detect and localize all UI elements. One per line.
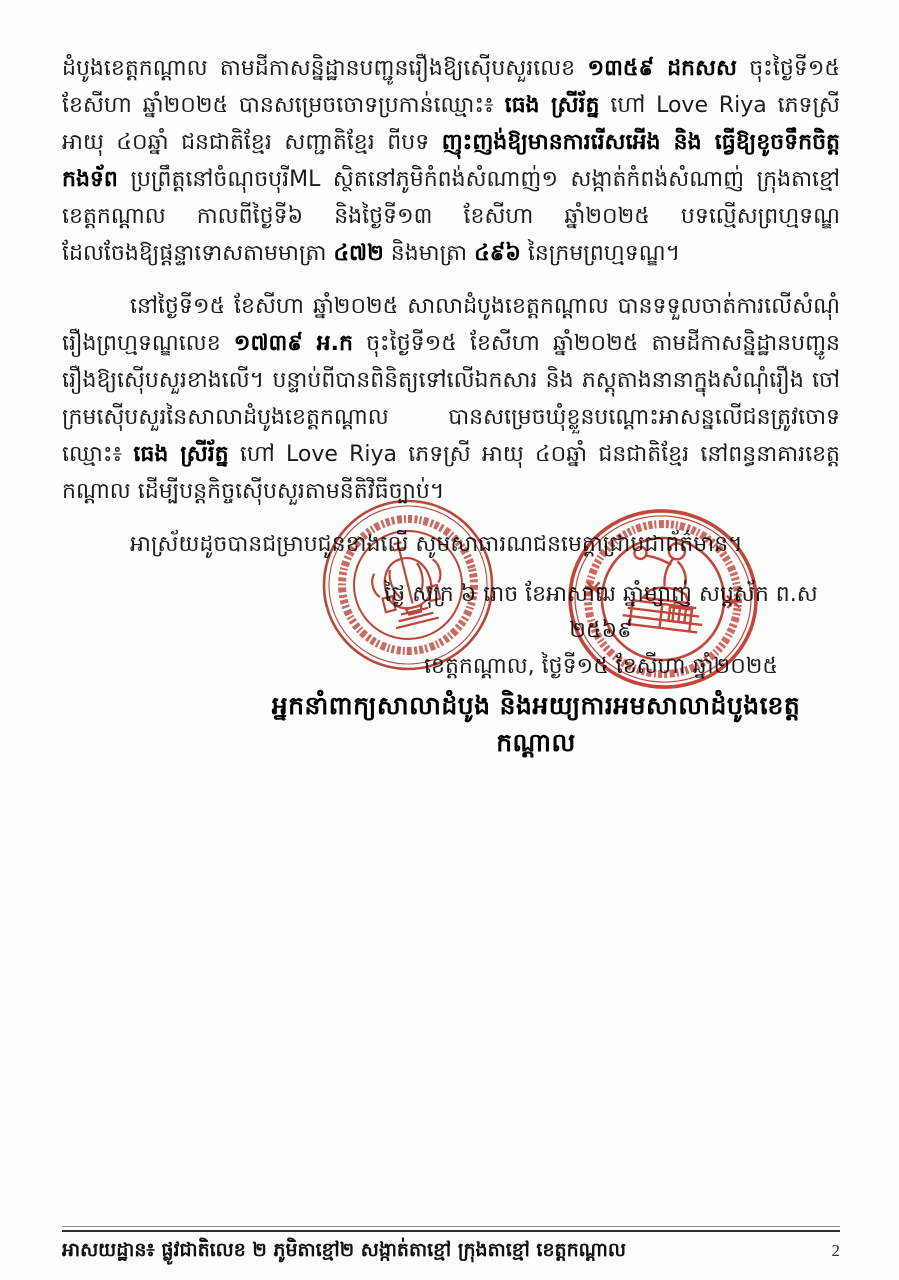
page-number: 2 bbox=[831, 1241, 840, 1260]
text-run: ចុះថ្ងៃទី១៥ ខែសីហា ឆ្នាំ២០២៥ បានសម្រេចចោទប្រកាន់ឈ្មោះ៖ bbox=[62, 56, 840, 118]
bold-text-run: ធេង ស្រីរ័ត្ន bbox=[133, 442, 229, 467]
paragraph-closing-notice bbox=[62, 526, 840, 563]
footer-address: អាសយដ្ឋាន៖ ផ្លូវជាតិលេខ ២ ភូមិតាខ្មៅ២ សង្កាត់តាខ្មៅ ក្រុងតាខ្មៅ ខេត្តកណ្ដាល bbox=[62, 1239, 626, 1261]
lunar-date-line: ថ្ងៃ សុក្រ ៦ រោច ខែអាសាឍ ឆ្នាំម្សាញ់ សប្តស័ក ព.ស ២៥៦៩ bbox=[384, 582, 818, 643]
bold-text-run: ញុះញង់ឱ្យមានការរើសអើង និង ធ្វើឱ្យខូចទឹកចិត្តកងទ័ព bbox=[62, 130, 841, 192]
text-run: នៅថ្ងៃទី១៥ ខែសីហា ឆ្នាំ២០២៥ សាលាដំបូងខេត្តកណ្ដាល បានទទួលចាត់ការលើសំណុំរឿងព្រហ្មទណ្ឌលេខ bbox=[62, 294, 840, 356]
bold-text-run: ១៧៣៩ អ.ក bbox=[233, 331, 353, 356]
text-run: ហៅ Love Riya ភេទស្រី អាយុ ៤០ឆ្នាំ ជនជាតិខ្មែរ នៅពន្ធនាគារខេត្តកណ្ដាល ដើម្បីបន្តកិច្ចស៊ើបសួរតាមនីតិវិធីច្បាប់។ bbox=[62, 442, 840, 504]
bold-text-run: ៤៩៦ bbox=[474, 241, 521, 266]
place-date-line: ខេត្តកណ្ដាល, ថ្ងៃទី១៥ ខែសីហា ឆ្នាំ២០២៥ bbox=[424, 654, 778, 679]
text-run: ចុះថ្ងៃទី១៥ ខែសីហា ឆ្នាំ២០២៥ តាមដីកាសន្និដ្ឋានបញ្ជូនរឿងឱ្យស៊ើបសួរខាងលើ។ បន្ទាប់ពីបានពិនិត្យទៅលើឯកសារ និង ភស្តុតាងនានាក្នុងសំណុំរឿង ចៅក្រមស៊ើបសួរនៃសាលាដំបូងខេត្តកណ្ដាល បានសម្រេចឃុំខ្លួនបណ្ដោះអាសន្នលើជនត្រូវចោទឈ្មោះ៖ bbox=[62, 331, 840, 467]
paragraph-charge-summary bbox=[62, 50, 840, 272]
text-run: និងមាត្រា bbox=[383, 241, 475, 266]
text-run: ដំបូងខេត្តកណ្ដាល តាមដីកាសន្និដ្ឋានបញ្ជូនរឿងឱ្យស៊ើបសួរលេខ bbox=[62, 56, 588, 81]
bold-text-run: ៤៧២ bbox=[333, 241, 384, 266]
footer-divider bbox=[62, 1226, 840, 1232]
signer-title-line: អ្នកនាំពាក្យសាលាដំបូង និងអយ្យការអមសាលាដំបូងខេត្តកណ្ដាល bbox=[271, 691, 801, 757]
bold-text-run: ធេង ស្រីរ័ត្ន bbox=[504, 93, 600, 118]
page-footer bbox=[62, 1226, 840, 1266]
document-body bbox=[62, 50, 840, 761]
text-run: អាស្រ័យដូចបានជម្រាបជូនខាងលើ សូមសាធារណជនមេត្តាជ្រាបជាព័ត៌មាន។ bbox=[130, 532, 743, 557]
paragraph-detention-decision bbox=[62, 288, 840, 510]
bold-text-run: ១៣៥៩ ដកសស bbox=[587, 56, 737, 81]
text-run: នៃក្រមព្រហ្មទណ្ឌ។ bbox=[520, 241, 681, 266]
text-run: ប្រព្រឹត្តនៅចំណុចបុរីML ស្ថិតនៅភូមិកំពង់សំណាញ់១ សង្កាត់កំពង់សំណាញ់ ក្រុងតាខ្មៅ ខេត្តកណ្ដាល កាលពីថ្ងៃទី៦ និងថ្ងៃទី១៣ ខែសីហា ឆ្នាំ២០២៥ បទល្មើសព្រហ្មទណ្ឌដែលចែងឱ្យផ្តន្ទាទោសតាមមាត្រា bbox=[62, 167, 840, 266]
text-run: ហៅ Love Riya ភេទស្រី អាយុ ៤០ឆ្នាំ ជនជាតិខ្មែរ សញ្ជាតិខ្មែរ ពីបទ bbox=[62, 93, 840, 155]
signature-date-block bbox=[362, 577, 840, 685]
